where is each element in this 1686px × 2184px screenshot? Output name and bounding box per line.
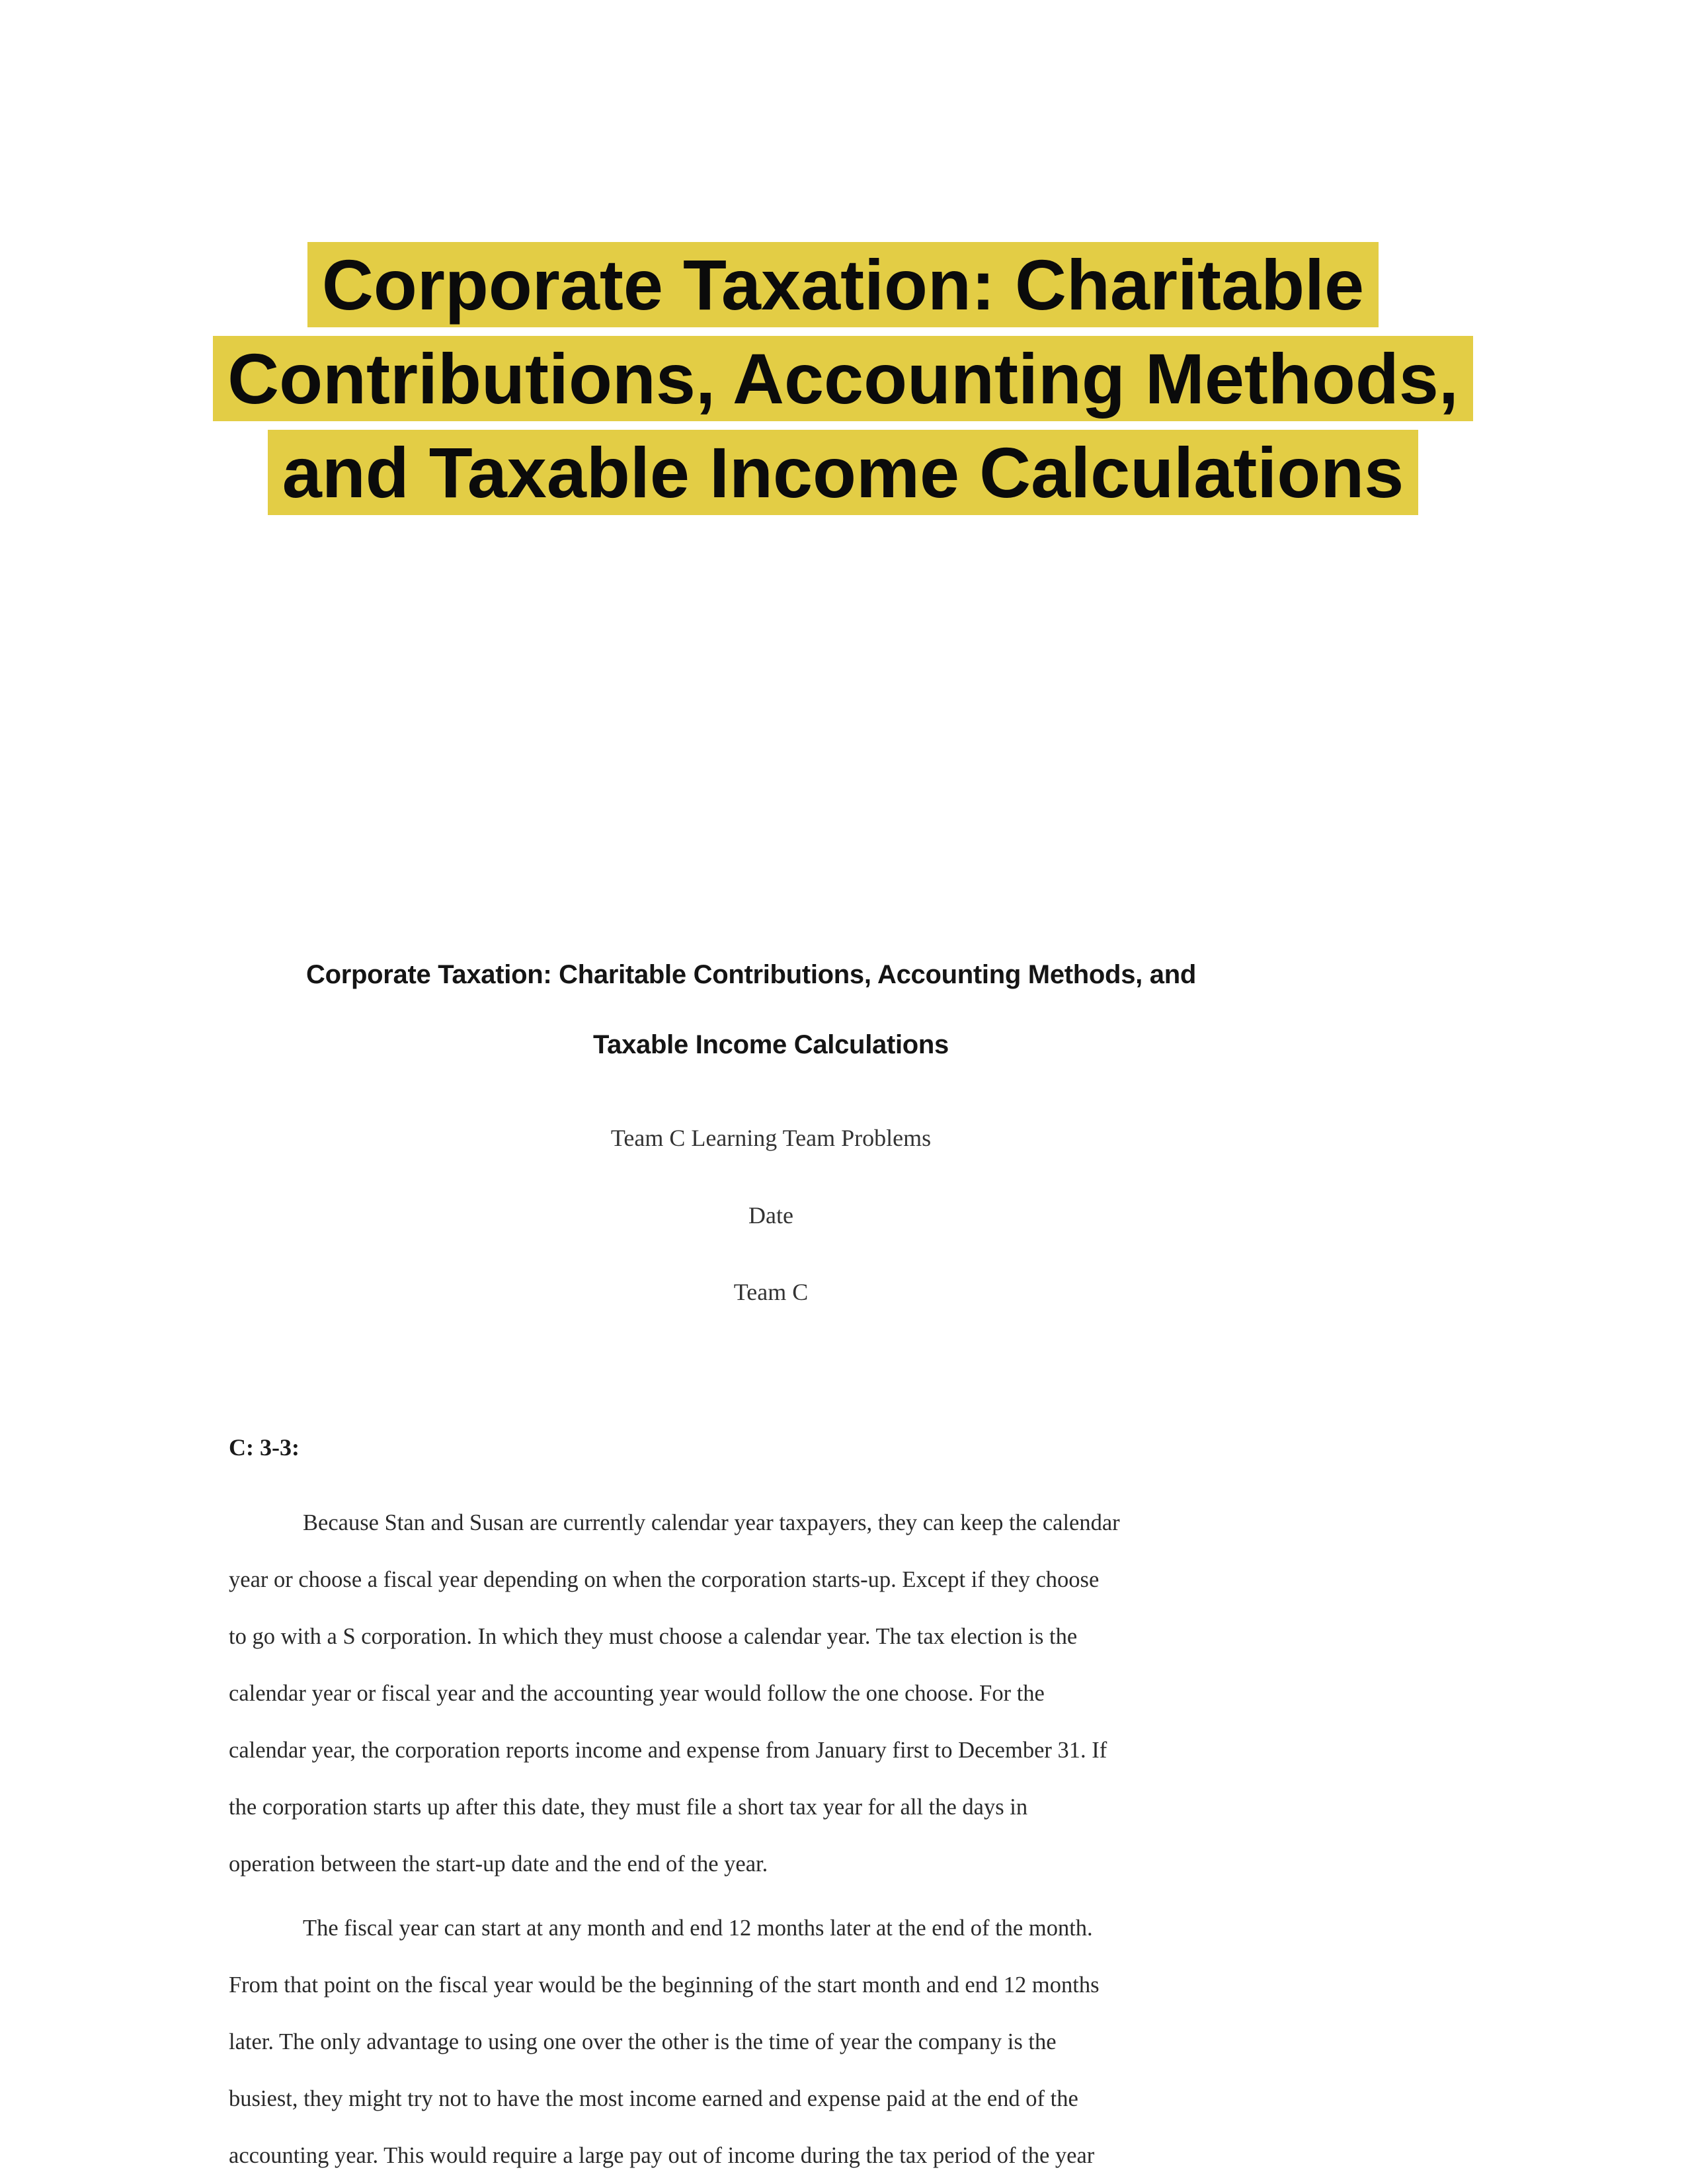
paragraph-line: busiest, they might try not to have the most income earned and expense paid at the end of the (229, 2086, 1078, 2111)
highlighted-title-banner (0, 238, 1686, 520)
document-date: Date (748, 1202, 793, 1229)
paragraph-line: The fiscal year can start at any month and end 12 months later at the end of the month. (303, 1916, 1093, 1941)
paragraph-line: calendar year, the corporation reports income and expense from January first to December 31. If (229, 1738, 1107, 1763)
paragraph-line: calendar year or fiscal year and the accounting year would follow the one choose. For the (229, 1681, 1045, 1706)
banner-title-line-2: Contributions, Accounting Methods, (213, 336, 1473, 421)
paragraph-1 (229, 1494, 1201, 1892)
paragraph-line: later. The only advantage to using one over the other is the time of year the company is the (229, 2029, 1057, 2054)
paragraph-line: year or choose a fiscal year depending on when the corporation starts-up. Except if they choose (229, 1567, 1100, 1592)
paragraph-line: accounting year. This would require a large pay out of income during the tax period of the year (229, 2143, 1095, 2168)
document-title-line-1: Corporate Taxation: Charitable Contributions, Accounting Methods, and (306, 960, 1196, 989)
banner-title-line-3: and Taxable Income Calculations (268, 430, 1418, 515)
document-title-line-2: Taxable Income Calculations (593, 1030, 949, 1059)
paragraph-line: Because Stan and Susan are currently calendar year taxpayers, they can keep the calendar (303, 1510, 1120, 1535)
section-heading: C: 3-3: (229, 1434, 300, 1461)
paragraph-line: the corporation starts up after this date, they must file a short tax year for all the days in (229, 1795, 1028, 1820)
paragraph-line: to go with a S corporation. In which they must choose a calendar year. The tax election is the (229, 1624, 1078, 1649)
paragraph-2 (229, 1900, 1201, 2184)
banner-title-line-1: Corporate Taxation: Charitable (307, 242, 1379, 327)
document-subtitle: Team C Learning Team Problems (610, 1125, 932, 1151)
paragraph-line: From that point on the fiscal year would be the beginning of the start month and end 12 months (229, 1972, 1100, 1998)
paragraph-line: operation between the start-up date and the end of the year. (229, 1851, 768, 1877)
document-team: Team C (733, 1279, 809, 1305)
